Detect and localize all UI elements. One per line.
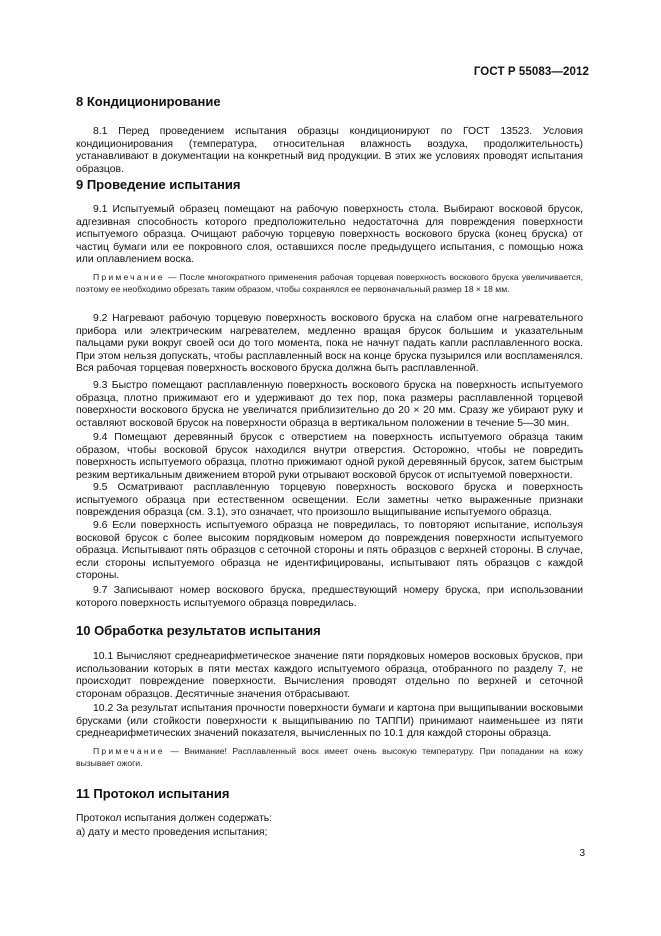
standard-header: ГОСТ Р 55083—2012 <box>473 66 589 78</box>
paragraph-9-3: 9.3 Быстро помещают расплавленную поверхность воскового бруска на поверхность испытуемого образца, плотно прижимают его и удерживают до тех пор, пока размеры расплавленной торцевой поверхности воскового бруска не увеличатся приблизительно до 20 × 20 мм. Сразу же убирают руку и оставляют восковой брусок на поверхности образца в вертикальном положении в течение 5—30 мин. <box>76 380 583 429</box>
paragraph-10-1: 10.1 Вычисляют среднеарифметическое значение пяти порядковых номеров восковых брусков, при использовании которых в пяти местах каждого испытуемого образца, отобранного по разделу 7, не происходит повреждение поверхности. Вычисления проводят отдельно по верхней и сеточной сторонам образцов. Десятичные значения отбрасывают. <box>76 651 583 700</box>
paragraph-11-intro: Протокол испытания должен содержать: <box>76 813 273 824</box>
section-11-title: 11 Протокол испытания <box>76 786 230 801</box>
note-label: Примечание <box>93 272 165 282</box>
section-8-title: 8 Кондиционирование <box>76 94 221 109</box>
note-10 <box>76 745 583 769</box>
note-text: — Внимание! Расплавленный воск имеет очень высокую температуру. При попадании на кожу вызывает ожоги. <box>76 746 583 769</box>
paragraph-10-2: 10.2 За результат испытания прочности поверхности бумаги и картона при выщипывании восковыми брусками (или стойкости поверхности к выщипыванию по ТАППИ) принимают наименьшее из пяти среднеарифметических значений показателя, вычисленных по 10.1 для каждой стороны образца. <box>76 703 583 740</box>
note-label: Примечание <box>93 746 165 756</box>
paragraph-9-6: 9.6 Если поверхность испытуемого образца не повредилась, то повторяют испытание, используя восковой брусок с более высоким порядковым номером до повреждения поверхности испытуемого образца. Испытывают пять образцов с сеточной стороны и пять образцов с верхней стороны. В случае, если стороны испытуемого образца не идентифицированы, испытывают пять образцов с каждой стороны. <box>76 520 583 582</box>
paragraph-9-7: 9.7 Записывают номер воскового бруска, предшествующий номеру бруска, при использовании которого поверхность испытуемого образца повредилась. <box>76 585 583 609</box>
paragraph-9-1: 9.1 Испытуемый образец помещают на рабочую поверхность стола. Выбирают восковой брусок, адгезивная способность которого предположительно недостаточна для повреждения поверхности испытуемого образца. Очищают рабочую торцевую поверхность воскового бруска (конец бруска) от частиц бумаги или ее покровного слоя, оставшихся после предыдущего испытания, с помощью ножа или оплавлением воска. <box>76 204 583 266</box>
paragraph-11-a: а) дату и место проведения испытания; <box>76 827 268 838</box>
section-9-title: 9 Проведение испытания <box>76 177 241 192</box>
note-text: — После многократного применения рабочая торцевая поверхность воскового бруска увеличивается, поэтому ее необходимо обрезать таким образом, чтобы сохранялся ее первоначальный размер 18 × 18 мм. <box>76 272 583 295</box>
section-10-title: 10 Обработка результатов испытания <box>76 623 321 638</box>
paragraph-9-2: 9.2 Нагревают рабочую торцевую поверхность воскового бруска на слабом огне нагревательного прибора или электрическим нагревателем, медленно вращая брусок большим и указательным пальцами руки вокруг своей оси до того момента, пока не начнут падать капли расплавленного воска. При этом нельзя допускать, чтобы расплавленный воск на конце бруска пузырился или воспламенялся. Вся рабочая торцевая поверхность воскового бруска должна быть расплавленной. <box>76 313 583 375</box>
paragraph-8-1: 8.1 Перед проведением испытания образцы кондиционируют по ГОСТ 13523. Условия кондиционирования (температура, относительная влажность воздуха, продолжительность) устанавливают в документации на конкретный вид продукции. В этих же условиях проводят испытания образцов. <box>76 126 583 175</box>
note-9-1 <box>76 271 583 295</box>
page-number: 3 <box>579 848 585 859</box>
paragraph-9-4: 9.4 Помещают деревянный брусок с отверстием на поверхность испытуемого образца таким образом, чтобы восковой брусок находился внутри отверстия. Осторожно, чтобы не повредить поверхность испытуемого образца, плотно прижимают одной рукой деревянный брусок, затем быстрым резким вертикальным движением второй руки отрывают восковой брусок от испытуемой поверхности. <box>76 432 583 481</box>
paragraph-9-5: 9.5 Осматривают расплавленную торцевую поверхность воскового бруска и поверхность испытуемого образца при естественном освещении. Если заметны четко выраженные признаки повреждения образца (см. 3.1), это означает, что произошло выщипывание испытуемого образца. <box>76 482 583 519</box>
